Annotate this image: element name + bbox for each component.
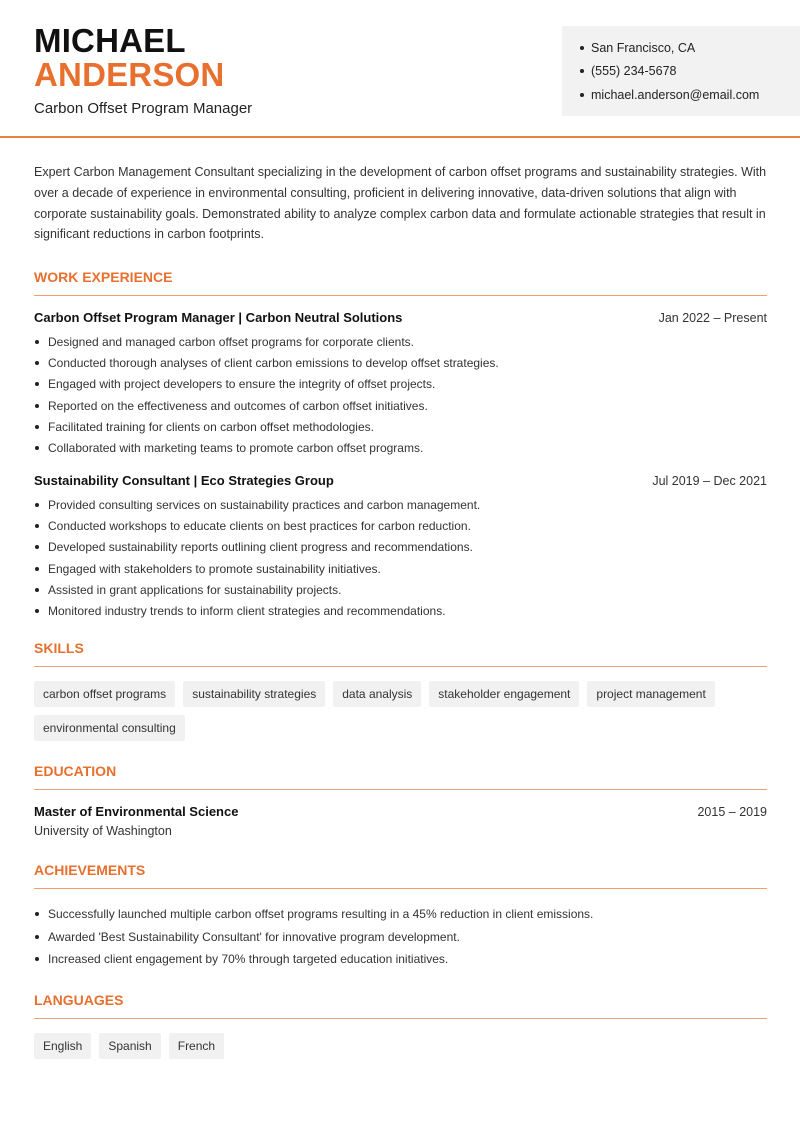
- job-heading: Carbon Offset Program Manager | Carbon Neutral Solutions: [34, 310, 403, 326]
- languages-list: [34, 1033, 767, 1059]
- list-item: [34, 903, 767, 926]
- list-item: [34, 352, 767, 373]
- job-heading: Sustainability Consultant | Eco Strategies Group: [34, 472, 334, 488]
- job-bullets: [34, 494, 767, 622]
- list-item: [34, 395, 767, 416]
- section-title-education: EDUCATION: [34, 763, 767, 790]
- list-item: [34, 537, 767, 558]
- achievement-text: Awarded 'Best Sustainability Consultant' for innovative program development.: [48, 929, 460, 944]
- achievement-text: Increased client engagement by 70% through targeted education initiatives.: [48, 952, 449, 966]
- bullet-text: Developed sustainability reports outlining client progress and recommendations.: [48, 540, 473, 555]
- bullet-icon: [35, 446, 39, 450]
- bullet-icon: [35, 957, 39, 961]
- language-chip: Spanish: [99, 1033, 160, 1059]
- bullet-text: Engaged with stakeholders to promote sustainability initiatives.: [48, 561, 381, 576]
- school: University of Washington: [34, 823, 172, 838]
- bullet-icon: [35, 567, 39, 571]
- bullet-icon: [35, 382, 39, 386]
- list-item: [34, 948, 767, 971]
- bullet-text: Designed and managed carbon offset programs for corporate clients.: [48, 334, 414, 349]
- summary-paragraph: Expert Carbon Management Consultant specializing in the development of carbon offset programs and sustainability strategies. With over a decade of experience in environmental consulting, proficient in delivering innovative, data-driven solutions that align with corporate sustainability goals. Demonstrated ability to analyze complex carbon data and formulate actionable strategies that result in significant reductions in carbon footprints.: [34, 165, 767, 242]
- phone-text: (555) 234-5678: [591, 64, 677, 79]
- bullet-icon: [35, 912, 39, 916]
- section-title-skills: SKILLS: [34, 640, 767, 667]
- list-item: [34, 579, 767, 600]
- skill-chip: stakeholder engagement: [429, 681, 579, 707]
- section-title-work: WORK EXPERIENCE: [34, 269, 767, 296]
- skill-chip: project management: [587, 681, 714, 707]
- bullet-icon: [580, 46, 584, 50]
- bullet-icon: [35, 609, 39, 613]
- first-name: MICHAEL: [34, 22, 186, 59]
- bullet-text: Provided consulting services on sustainability practices and carbon management.: [48, 497, 481, 512]
- job-entry: [34, 310, 767, 459]
- language-chip: French: [169, 1033, 224, 1059]
- bullet-icon: [35, 340, 39, 344]
- bullet-icon: [580, 93, 584, 97]
- job-entry: [34, 473, 767, 622]
- resume-header: [0, 0, 800, 138]
- resume-body: [34, 162, 767, 1081]
- bullet-icon: [35, 588, 39, 592]
- contact-phone: [580, 60, 800, 84]
- language-chip: English: [34, 1033, 91, 1059]
- skill-chip: environmental consulting: [34, 715, 185, 741]
- list-item: [34, 416, 767, 437]
- skill-chip: carbon offset programs: [34, 681, 175, 707]
- job-dates: Jul 2019 – Dec 2021: [652, 473, 767, 488]
- last-name: ANDERSON: [34, 56, 225, 93]
- bullet-icon: [35, 425, 39, 429]
- list-item: [34, 925, 767, 948]
- bullet-icon: [35, 503, 39, 507]
- list-item: [34, 331, 767, 352]
- list-item: [34, 494, 767, 515]
- education-entry: [34, 804, 767, 838]
- education-years: 2015 – 2019: [697, 804, 767, 819]
- location-text: San Francisco, CA: [591, 40, 696, 55]
- job-bullets: [34, 331, 767, 459]
- list-item: [34, 438, 767, 459]
- bullet-text: Engaged with project developers to ensure the integrity of offset projects.: [48, 377, 436, 392]
- bullet-text: Collaborated with marketing teams to promote carbon offset programs.: [48, 441, 424, 456]
- bullet-icon: [580, 69, 584, 73]
- email-text: michael.anderson@email.com: [591, 87, 760, 102]
- section-title-languages: LANGUAGES: [34, 992, 767, 1019]
- section-title-achievements: ACHIEVEMENTS: [34, 862, 767, 889]
- bullet-icon: [35, 545, 39, 549]
- list-item: [34, 600, 767, 621]
- bullet-text: Assisted in grant applications for sustainability projects.: [48, 582, 342, 597]
- contact-box: [562, 26, 800, 116]
- bullet-text: Facilitated training for clients on carbon offset methodologies.: [48, 420, 374, 435]
- bullet-icon: [35, 404, 39, 408]
- skill-chip: sustainability strategies: [183, 681, 325, 707]
- job-dates: Jan 2022 – Present: [658, 311, 767, 326]
- degree: Master of Environmental Science: [34, 803, 239, 819]
- bullet-text: Conducted workshops to educate clients on best practices for carbon reduction.: [48, 518, 471, 533]
- bullet-icon: [35, 524, 39, 528]
- list-item: [34, 558, 767, 579]
- bullet-icon: [35, 361, 39, 365]
- contact-email: [580, 83, 800, 107]
- bullet-text: Reported on the effectiveness and outcomes of carbon offset initiatives.: [48, 398, 428, 413]
- achievements-list: [34, 903, 767, 971]
- list-item: [34, 374, 767, 395]
- bullet-text: Monitored industry trends to inform client strategies and recommendations.: [48, 604, 446, 619]
- skills-list: [34, 681, 767, 741]
- job-title: Carbon Offset Program Manager: [34, 100, 253, 117]
- bullet-icon: [35, 935, 39, 939]
- list-item: [34, 515, 767, 536]
- contact-location: [580, 36, 800, 60]
- achievement-text: Successfully launched multiple carbon offset programs resulting in a 45% reduction in client emissions.: [48, 907, 594, 921]
- bullet-text: Conducted thorough analyses of client carbon emissions to develop offset strategies.: [48, 356, 499, 371]
- skill-chip: data analysis: [333, 681, 421, 707]
